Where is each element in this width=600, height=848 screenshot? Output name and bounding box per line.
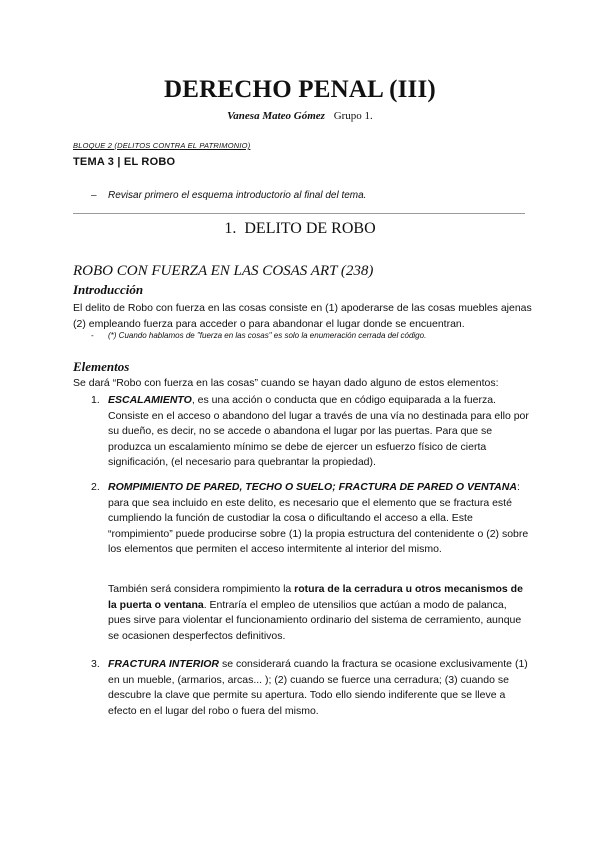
- intro-bullet: [91, 331, 426, 340]
- item-number: 2.: [91, 481, 100, 493]
- item-text: se considerará cuando la fractura se ocasione exclusivamente (1) en un mueble, (armarios, arcas... ); (2) cuando se fuerce una cerradura; (3) cuando se descubre la clave que permite su apertura. Todo ello siendo indiferente que se lleve a efecto en el lugar del robo o fuera del mismo.: [108, 658, 528, 717]
- document-title: DERECHO PENAL (III): [164, 76, 436, 103]
- author-name: Vanesa Mateo Gómez: [227, 110, 325, 122]
- item-term: ESCALAMIENTO: [108, 394, 192, 406]
- list-item: [91, 393, 531, 471]
- list-item: [91, 657, 531, 719]
- section-number: 1.: [224, 220, 237, 237]
- item-number: 1.: [91, 394, 100, 406]
- elements-heading: Elementos: [73, 359, 130, 374]
- note-text: Revisar primero el esquema introductorio al final del tema.: [108, 190, 367, 201]
- item-text: , es una acción o conducta que en código equiparada a la fuerza. Consiste en el acceso o abandono del lugar a través de una vía no destinada para ello por su dueño, es decir, no se accede o abandona el lugar por las puertas. Para que se produzca un escalamiento mínimo se debe de ejercer un esfuerzo físico de cierta significación, (el necesario para quebrantar la propiedad).: [108, 394, 529, 469]
- list-item: [91, 480, 531, 558]
- section-title: DELITO DE ROBO: [244, 220, 376, 237]
- item-text: : para que sea incluido en este delito, es necesario que el elemento que se fractura esté cumpliendo la función de custodiar la cosa o dificultando el acceso a ella. Este “rompimiento” puede producirse sobre (1) la propia estructura del contenidente o (2) sobre los elementos que permiten el acceso intermitente al interior del mismo.: [108, 481, 529, 556]
- group-label: Grupo 1.: [333, 110, 373, 122]
- horizontal-divider: [73, 213, 525, 214]
- intro-paragraph: El delito de Robo con fuerza en las cosas consiste en (1) apoderarse de las cosas muebles ajenas (2) empleando fuerza para acceder o para abandonar el lugar donde se encuentran.: [73, 302, 532, 330]
- note-line: [91, 190, 366, 201]
- block-label: BLOQUE 2 (DELITOS CONTRA EL PATRIMONIO): [73, 141, 251, 150]
- item-body: [108, 480, 531, 558]
- topic-title: TEMA 3 | EL ROBO: [73, 156, 176, 168]
- item-number: 3.: [91, 658, 100, 670]
- item-term: FRACTURA INTERIOR: [108, 658, 220, 670]
- extra-text-pre: También será considera rompimiento la: [108, 583, 295, 595]
- author-line: [0, 110, 600, 122]
- bullet-dash: -: [91, 331, 94, 340]
- item-body: [108, 657, 531, 719]
- intro-bullet-text: (*) Cuando hablamos de "fuerza en las cosas" es solo la enumeración cerrada del código.: [108, 331, 427, 340]
- intro-heading: Introducción: [73, 282, 144, 297]
- item-body: [108, 393, 531, 471]
- extra-text-bold: rotura de la cerradura u otros mecanismos de la puerta o ventana: [108, 583, 523, 611]
- section-heading: [0, 220, 600, 238]
- extra-text-post: . Entraría el empleo de utensilios que actúan a modo de palanca, pues sirve para violentar el funcionamiento ordinario del sistema de cerramiento, aunque se ocasionen desperfectos definitivos.: [108, 598, 522, 642]
- note-dash: –: [91, 190, 97, 201]
- item-term: ROMPIMIENTO DE PARED, TECHO O SUELO; FRACTURA DE PARED O VENTANA: [108, 481, 517, 493]
- item-extra-paragraph: [108, 582, 531, 644]
- subsection-heading: ROBO CON FUERZA EN LAS COSAS ART (238): [73, 263, 374, 279]
- elements-intro: Se dará “Robo con fuerza en las cosas” cuando se hayan dado alguno de estos elementos:: [73, 377, 499, 389]
